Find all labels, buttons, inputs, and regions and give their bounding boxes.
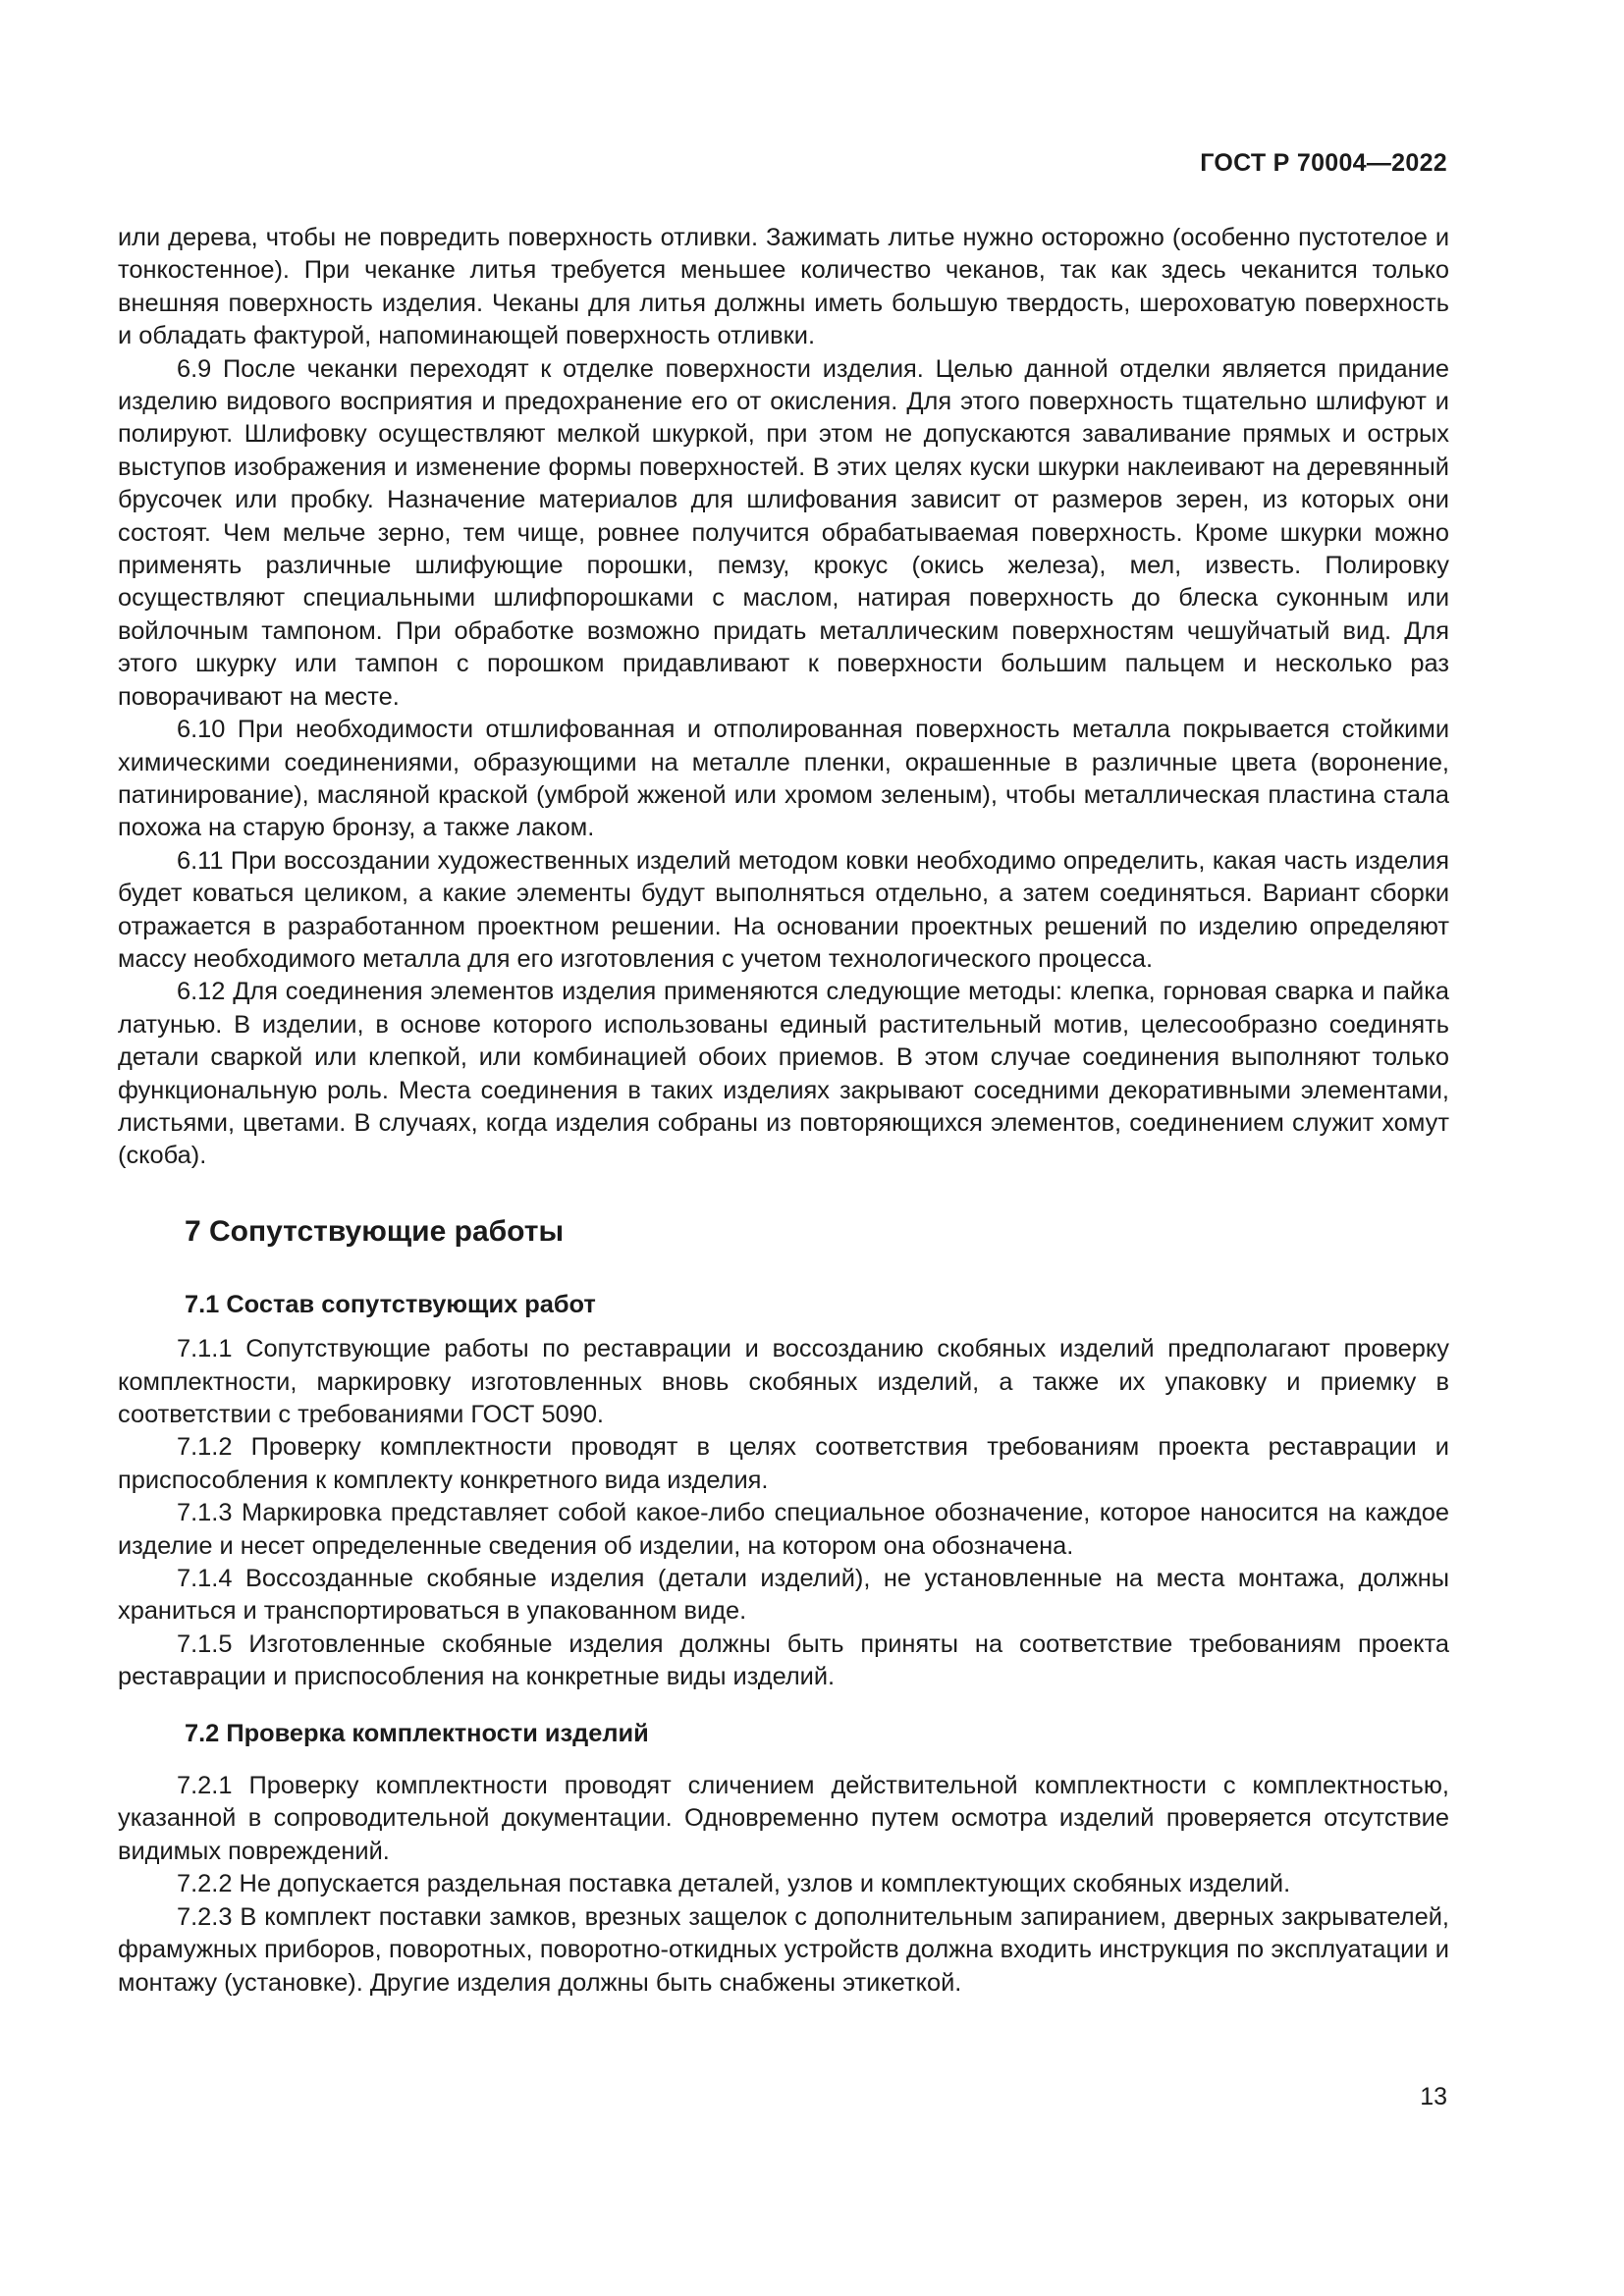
subsection-7-2-title: 7.2 Проверка комплектности изделий: [185, 1719, 649, 1747]
paragraph-6-11: 6.11 При воссоздании художественных изделий методом ковки необходимо определить, какая часть изделия будет коваться целиком, а какие элементы будут выполняться отдельно, а затем соединяться. Вариант сборки отражается в разработанном проектном решении. На основании проектных решений по изделию определяют массу необходимого металла для его изготовления с учетом технологического процесса.: [118, 846, 1449, 973]
paragraph-continuation: или дерева, чтобы не повредить поверхность отливки. Зажимать литье нужно осторожно (особенно пустотелое и тонкостенное). При чеканке литья требуется меньшее количество чеканов, так как здесь чеканится только внешняя поверхность изделия. Чеканы для литья должны иметь большую твердость, шероховатую поверхность и обладать фактурой, напоминающей поверхность отливки.: [118, 224, 1449, 350]
section-7-title: 7 Сопутствующие работы: [185, 1214, 565, 1248]
document-body: [118, 222, 1449, 2000]
paragraph-6-9: 6.9 После чеканки переходят к отделке поверхности изделия. Целью данной отделки является придание изделию видового восприятия и предохранение его от окисления. Для этого поверхность тщательно шлифуют и полируют. Шлифовку осуществляют мелкой шкуркой, при этом не допускаются заваливание прямых и острых выступов изображения и изменение формы поверхностей. В этих целях куски шкурки наклеивают на деревянный брусочек или пробку. Назначение материалов для шлифования зависит от размеров зерен, из которых они состоят. Чем мельче зерно, тем чище, ровнее получится обрабатываемая поверхность. Кроме шкурки можно применять различные шлифующие порошки, пемзу, крокус (окись железа), мел, известь. Полировку осуществляют специальными шлифпорошками с маслом, натирая поверхность до блеска суконным или войлочным тампоном. При обработке возможно придать металлическим поверхностям чешуйчатый вид. Для этого шкурку или тампон с порошком придавливают к поверхности большим пальцем и несколько раз поворачивают на месте.: [118, 354, 1449, 711]
paragraph-7-2-1: 7.2.1 Проверку комплектности проводят сличением действительной комплектности с комплектностью, указанной в сопроводительной документации. Одновременно путем осмотра изделий проверяется отсутствие видимых повреждений.: [118, 1772, 1449, 1865]
page-number: 13: [1420, 2083, 1447, 2110]
paragraph-7-1-2: 7.1.2 Проверку комплектности проводят в целях соответствия требованиям проекта реставрации и приспособления к комплекту конкретного вида изделия.: [118, 1433, 1449, 1494]
paragraph-7-1-3: 7.1.3 Маркировка представляет собой какое-либо специальное обозначение, которое наносится на каждое изделие и несет определенные сведения об изделии, на котором она обозначена.: [118, 1499, 1449, 1560]
paragraph-6-10: 6.10 При необходимости отшлифованная и отполированная поверхность металла покрывается стойкими химическими соединениями, образующими на металле пленки, окрашенные в различные цвета (воронение, патинирование), масляной краской (умброй жженой или хромом зеленым), чтобы металлическая пластина стала похожа на старую бронзу, а также лаком.: [118, 716, 1449, 842]
paragraph-7-2-2: 7.2.2 Не допускается раздельная поставка деталей, узлов и комплектующих скобяных изделий.: [177, 1870, 1291, 1898]
paragraph-7-1-1: 7.1.1 Сопутствующие работы по реставрации и воссозданию скобяных изделий предполагают проверку комплектности, маркировку изготовленных вновь скобяных изделий, а также их упаковку и приемку в соответствии с требованиями ГОСТ 5090.: [118, 1335, 1449, 1428]
document-id-header: ГОСТ Р 70004—2022: [1200, 149, 1447, 177]
subsection-7-1-title: 7.1 Состав сопутствующих работ: [185, 1290, 596, 1318]
paragraph-7-1-5: 7.1.5 Изготовленные скобяные изделия должны быть приняты на соответствие требованиям проекта реставрации и приспособления на конкретные виды изделий.: [118, 1629, 1449, 1691]
paragraph-7-2-3: 7.2.3 В комплект поставки замков, врезных защелок с дополнительным запиранием, дверных закрывателей, фрамужных приборов, поворотных, поворотно-откидных устройств должна входить инструкция по эксплуатации и монтажу (установке). Другие изделия должны быть снабжены этикеткой.: [118, 1902, 1449, 1997]
paragraph-6-12: 6.12 Для соединения элементов изделия применяются следующие методы: клепка, горновая сварка и пайка латунью. В изделии, в основе которого использованы единый растительный мотив, целесообразно соединять детали сваркой или клепкой, или комбинацией обоих приемов. В этом случае соединения выполняют только функциональную роль. Места соединения в таких изделиях закрывают соседними декоративными элементами, листьями, цветами. В случаях, когда изделия собраны из повторяющихся элементов, соединением служит хомут (скоба).: [118, 978, 1449, 1170]
paragraph-7-1-4: 7.1.4 Воссозданные скобяные изделия (детали изделий), не установленные на места монтажа, должны храниться и транспортироваться в упакованном виде.: [118, 1565, 1449, 1626]
